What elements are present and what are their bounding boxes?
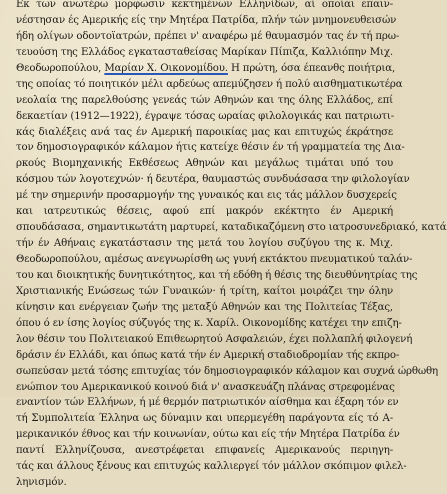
- underlined-name: Μαρίαν Χ. Οικονομίδου.: [104, 62, 228, 74]
- text-line: ενώπιον του Αμερικανικού κοινού διά ν' ανασκευάζη πλάνας στρεφομένας: [16, 381, 395, 393]
- text-line: και ιατρευτικώς θέσεις, αφού επί μακρόν εκέκτητο έν Αμερική: [16, 206, 393, 218]
- text-line: λον θέσιν του Πολιτειακού Επιθεωρητού Ασφαλειών, έχει πολλαπλή φιλογενή: [16, 333, 413, 345]
- text-line: νέστησαν ές Αμερικής είς την Μητέρα Πατρίδα, πλήν τών μνημονευθεισών: [16, 14, 397, 26]
- text-line: τον δημοσιογραφικόν κάλαμον ήτις κατείχε θέσιν έν τή γραμματεία της Δια-: [16, 142, 405, 154]
- text-line: νεολαία της παρελθούσης γενεάς τών Αθηνών και της όλης Ελλάδος, επί: [16, 94, 393, 106]
- text-line: τήν έν Αθήναις εγκατάστασιν της μετά του λογίου συζύγου της κ. Μιχ.: [16, 238, 393, 250]
- text-line: σπουδάσασα, σημαντικωτάτη μαρτυρεί, καταδικαζόμενη στο ιατροσυνεδριακό, κατά: [16, 222, 447, 234]
- text-line: κάς διαλέξεις ανά τας έν Αμερική παροικίας μας και επιτυχώς έκράτησε: [16, 126, 393, 138]
- text-line: παντί Ελληνίζουσα, ανεστρέφεται επιφανείς Αμερικανούς περιηγη-: [16, 445, 393, 457]
- text-line: της οποίας τό ποιητικόν μέλι αρδεύως απεμύζησεν ή πολύ αισθηματικωτέρα: [16, 78, 403, 90]
- text-line: μερικανικόν έθνος και τήν κοινωνίαν, ούτω και είς τήν Μητέρα Πατρίδα έν: [16, 429, 400, 441]
- text-line: Θεοδωροπούλου, αμέσως ανεγνωρίσθη ως γυνή εκτάκτου πνευματικού ταλάν-: [16, 254, 413, 265]
- text-line: όπου ό εν ίσης λογίος σύζυγός της κ. Χαρίλ. Οικονομίδης κατέχει την επιζη-: [16, 317, 402, 329]
- text-line: ληνισμόν.: [16, 477, 67, 489]
- text-line: Χριστιανικής Ενώσεως τών Γυναικών· ή τρίτη, καίτοι μοιράζει την όλην: [16, 285, 393, 297]
- text-line: ρκούς Βιομηχανικής Εκθέσεως Αθηνών και μεγάλως τιμάται υπό του: [16, 158, 393, 170]
- article-body: [16, 0, 447, 491]
- text-line: τή Συμπολιτεία Έλληνα ως δύναμιν και υπερμεγέθη παράγοντα είς τό Α-: [16, 413, 393, 425]
- text-line: τάς και άλλους ξένους και επιτυχώς καλλιεργεί τόν μάλλον σκόπιμον φιλελ-: [16, 461, 407, 473]
- text-line: τευούση της Ελλάδος εγκατασταθείσας Μαρίκαν Πίπιζα, Καλλιόπην Μιχ.: [16, 46, 393, 58]
- text-line: ήδη ολίγων οδοντοϊατρών, πρέπει ν' αναφέρω μέ θαυμασμόν τας έν τή πρω-: [16, 30, 400, 42]
- text-line-with-underline: [16, 61, 396, 77]
- text-segment: Η πρώτη, όσα έπεανθς ποιήτρια,: [227, 62, 396, 74]
- text-segment: Θεοδωροπούλου,: [16, 62, 105, 74]
- text-line: κόσμου τών λογοτεχνών· ή δευτέρα, θαυμαστώς συνδυάσασα την φιλολογίαν: [16, 174, 410, 186]
- text-line: δεκαετίαν (1912—1922), έγραψε τόσας ωραίας φιλολογικάς και πατριωτι-: [16, 110, 395, 122]
- text-line: εναντίον τών Ελλήνων, ή μέ θερμόν πατριωτικόν αίσθημα και έξαρη τόν εν: [16, 397, 399, 409]
- text-line: Εκ των ανωτέρω μορφωσιν κεκτημένων Ελληνίδων, αί οποίαι επαιν-: [16, 0, 393, 10]
- text-line: κίνησιν και ενέργειαν ζωήν της μεταξύ Αθηνών και της Πολιτείας Τέξας,: [16, 301, 393, 313]
- text-line: μέ την σημερινήν προσαρμογήν της γυναικός και εις τάς μάλλον δυσχερείς: [16, 190, 397, 202]
- text-line: σωπεύσαν μετά τόσης επιτυχίας τόν δημοσιογραφικόν κάλαμον και συχνά ώρθωθη: [16, 365, 438, 377]
- text-line: δράσιν έν Ελλάδι, και όπως κατά τήν έν Αμερική σταδιοδρομίαν τής εκπρο-: [16, 349, 400, 361]
- text-line: του και διοικητικής δυνητικότητος, και τή εδόθη ή θέσις της διευθύνητρίας της: [16, 269, 418, 281]
